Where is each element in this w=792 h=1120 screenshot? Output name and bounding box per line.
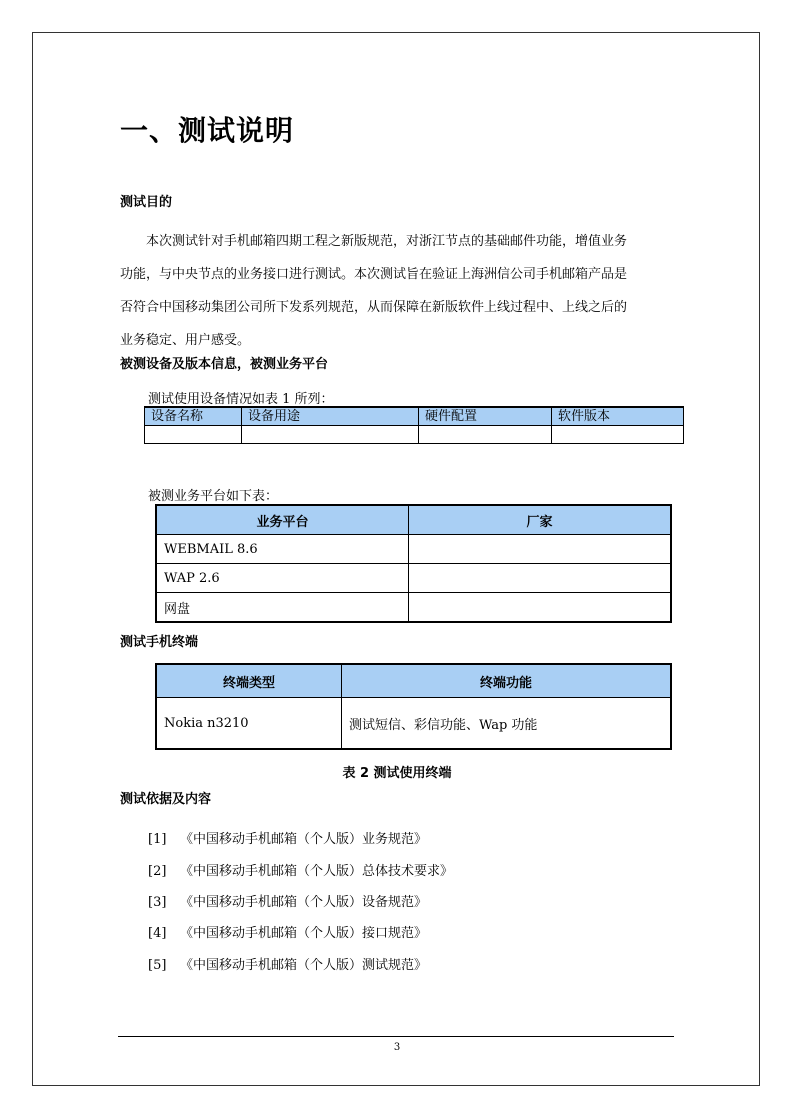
table-cell <box>419 426 552 444</box>
reference-text: 《中国移动手机邮箱（个人版）接口规范》 <box>180 926 428 941</box>
table-cell: 网盘 <box>156 593 409 623</box>
table-header-row <box>145 407 684 426</box>
table-row <box>156 535 671 564</box>
table-cell <box>409 593 672 623</box>
table-cell <box>552 426 684 444</box>
platform-note: 被测业务平台如下表： <box>148 489 279 504</box>
table-row <box>156 564 671 593</box>
table-header-cell: 厂家 <box>409 505 672 535</box>
table-cell <box>145 426 242 444</box>
table-header-cell: 业务平台 <box>156 505 409 535</box>
section-heading: 一、测试说明 <box>120 114 295 147</box>
reference-text: 《中国移动手机邮箱（个人版）设备规范》 <box>180 895 428 910</box>
reference-number: [2] <box>148 864 167 879</box>
table-header-row <box>156 664 671 698</box>
purpose-line: 否符合中国移动集团公司所下发系列规范，从而保障在新版软件上线过程中、上线之后的 <box>120 300 628 315</box>
table-cell: WAP 2.6 <box>156 564 409 593</box>
table-caption: 表 2 测试使用终端 <box>342 766 452 781</box>
table-cell <box>242 426 419 444</box>
table-cell: Nokia n3210 <box>156 698 342 750</box>
purpose-paragraph <box>120 225 668 357</box>
purpose-title: 测试目的 <box>120 195 173 210</box>
terminal-table <box>155 663 672 750</box>
terminal-title: 测试手机终端 <box>120 635 199 650</box>
table-header-cell: 设备用途 <box>242 407 419 426</box>
table-header-row <box>156 505 671 535</box>
reference-number: [3] <box>148 895 167 910</box>
footer-divider <box>118 1036 674 1037</box>
device-table <box>144 406 684 444</box>
reference-item <box>148 828 427 847</box>
reference-item <box>148 891 427 910</box>
device-note: 测试使用设备情况如表 1 所列： <box>148 392 334 407</box>
table-cell <box>409 535 672 564</box>
table-row <box>145 426 684 444</box>
table-header-cell: 硬件配置 <box>419 407 552 426</box>
purpose-line: 本次测试针对手机邮箱四期工程之新版规范，对浙江节点的基础邮件功能，增值业务 <box>146 234 628 249</box>
reference-number: [1] <box>148 832 167 847</box>
platform-table <box>155 504 672 623</box>
reference-text: 《中国移动手机邮箱（个人版）总体技术要求》 <box>180 864 454 879</box>
table-cell <box>409 564 672 593</box>
table-cell: 测试短信、彩信功能、Wap 功能 <box>342 698 672 750</box>
table-header-cell: 终端类型 <box>156 664 342 698</box>
reference-text: 《中国移动手机邮箱（个人版）业务规范》 <box>180 832 428 847</box>
device-title: 被测设备及版本信息，被测业务平台 <box>120 357 329 372</box>
table-row <box>156 698 671 750</box>
purpose-line: 业务稳定、用户感受。 <box>120 333 251 348</box>
table-header-cell: 软件版本 <box>552 407 684 426</box>
reference-item <box>148 954 427 973</box>
page-number: 3 <box>393 1042 401 1053</box>
basis-title: 测试依据及内容 <box>120 792 212 807</box>
reference-number: [5] <box>148 958 167 973</box>
reference-item <box>148 922 427 941</box>
table-header-cell: 设备名称 <box>145 407 242 426</box>
table-header-cell: 终端功能 <box>342 664 672 698</box>
table-row <box>156 593 671 623</box>
document-page <box>32 32 760 1086</box>
purpose-line: 功能，与中央节点的业务接口进行测试。本次测试旨在验证上海洲信公司手机邮箱产品是 <box>120 267 628 282</box>
reference-item <box>148 860 453 879</box>
table-cell: WEBMAIL 8.6 <box>156 535 409 564</box>
reference-text: 《中国移动手机邮箱（个人版）测试规范》 <box>180 958 428 973</box>
reference-number: [4] <box>148 926 167 941</box>
